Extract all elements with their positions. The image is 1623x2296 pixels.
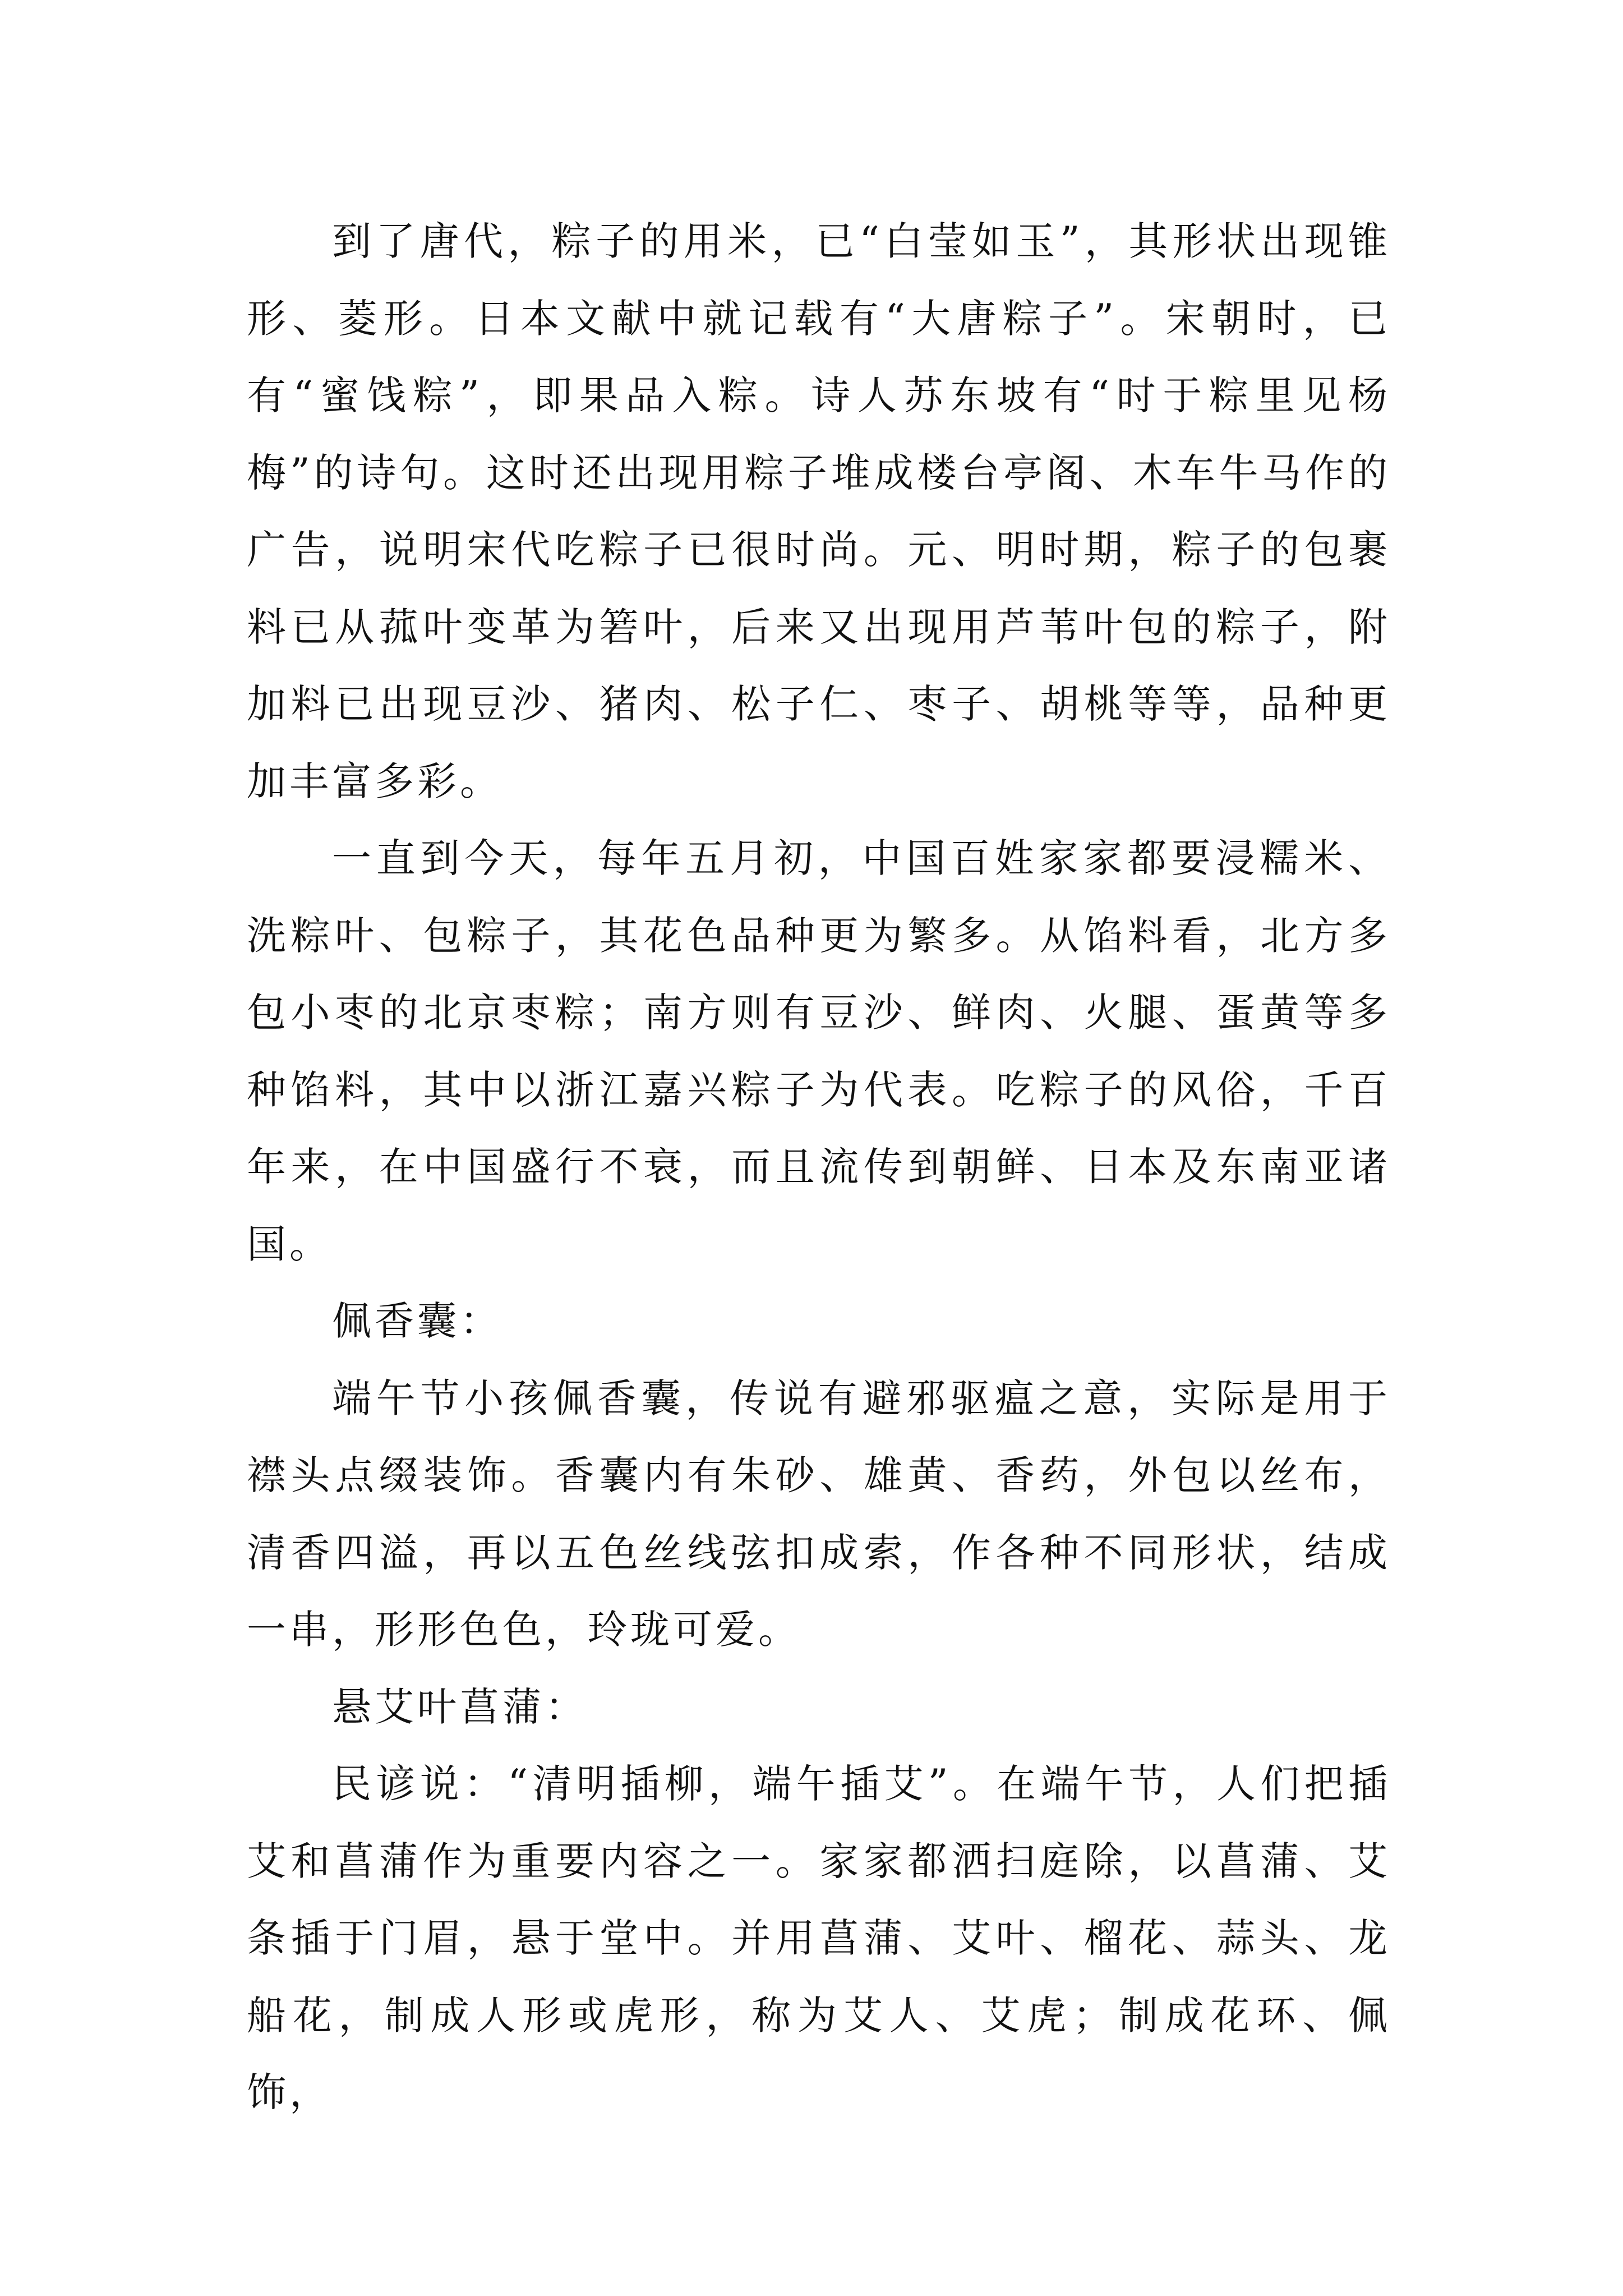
paragraph-sachet: 端午节小孩佩香囊，传说有避邪驱瘟之意，实际是用于襟头点缀装饰。香囊内有朱砂、雄黄、香药，外包以丝布，清香四溢，再以五色丝线弦扣成索，作各种不同形状，结成一串，形形色色，玲珑可爱。 (247, 1375, 1391, 1653)
body-text (247, 203, 1391, 2132)
paragraph-mugwort-calamus: 民谚说：“清明插柳，端午插艾”。在端午节，人们把插艾和菖蒲作为重要内容之一。家家都洒扫庭除，以菖蒲、艾条插于门眉，悬于堂中。并用菖蒲、艾叶、榴花、蒜头、龙船花，制成人形或虎形，称为艾人、艾虎；制成花环、佩饰， (247, 1761, 1391, 2115)
heading-sachet: 佩香囊： (332, 1298, 502, 1344)
paragraph-tang-song-zongzi: 到了唐代，粽子的用米，已“白莹如玉”，其形状出现锥形、菱形。日本文献中就记载有“大唐粽子”。宋朝时，已有“蜜饯粽”，即果品入粽。诗人苏东坡有“时于粽里见杨梅”的诗句。这时还出现用粽子堆成楼台亭阁、木车牛马作的广告，说明宋代吃粽子已很时尚。元、明时期，粽子的包裹料已从菰叶变革为箬叶，后来又出现用芦苇叶包的粽子，附加料已出现豆沙、猪肉、松子仁、枣子、胡桃等等，品种更加丰富多彩。 (247, 218, 1391, 804)
heading-mugwort-calamus: 悬艾叶菖蒲： (332, 1683, 588, 1730)
paragraph-modern-zongzi: 一直到今天，每年五月初，中国百姓家家都要浸糯米、洗粽叶、包粽子，其花色品种更为繁多。从馅料看，北方多包小枣的北京枣粽；南方则有豆沙、鲜肉、火腿、蛋黄等多种馅料，其中以浙江嘉兴粽子为代表。吃粽子的风俗，千百年来，在中国盛行不衰，而且流传到朝鲜、日本及东南亚诸国。 (247, 835, 1391, 1267)
